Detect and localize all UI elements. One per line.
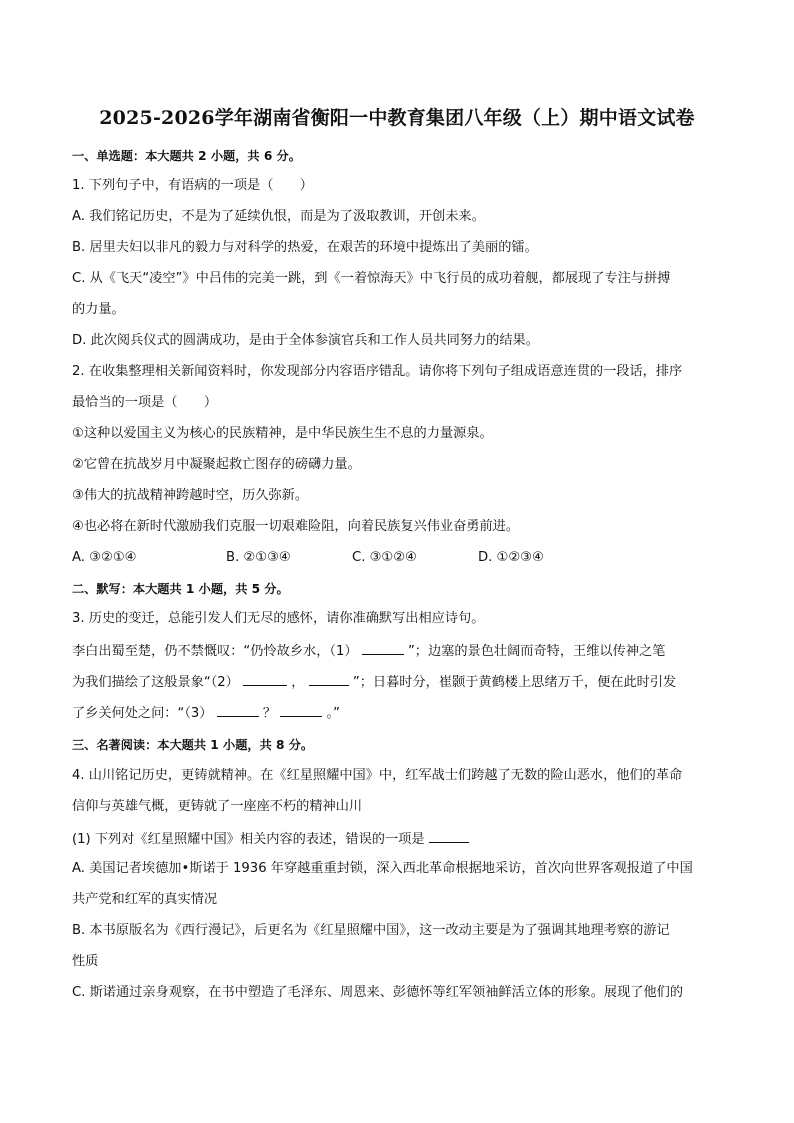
question-4-sub-1-text: (1) 下列对《红星照耀中国》相关内容的表述，错误的一项是 <box>72 832 425 847</box>
question-1-option-c-cont: 的力量。 <box>72 302 125 317</box>
question-3-line-1-text-a: 李白出蜀至楚，仍不禁慨叹：“仍怜故乡水，（1） <box>72 644 358 659</box>
question-3-line-2-text-b: ， <box>291 675 305 690</box>
exam-title: 2025-2026学年湖南省衡阳一中教育集团八年级（上）期中语文试卷 <box>99 107 695 129</box>
question-1-option-d: D. 此次阅兵仪式的圆满成功，是由于全体参演官兵和工作人员共同努力的结果。 <box>72 333 539 348</box>
question-2-sentence-2: ②它曾在抗战岁月中凝聚起救亡图存的磅礴力量。 <box>72 457 361 472</box>
question-2-stem: 2. 在收集整理相关新闻资料时，你发现部分内容语序错乱。请你将下列句子组成语意连贯的一段话，排序 <box>72 364 683 379</box>
question-3-line-1-text-b: ”；边塞的景色壮阔而奇特，王维以传神之笔 <box>407 644 666 659</box>
question-4-stem: 4. 山川铭记历史，更铸就精神。在《红星照耀中国》中，红军战士们跨越了无数的险山恶水，他们的革命 <box>72 768 683 783</box>
answer-blank-4-1[interactable] <box>429 828 469 843</box>
question-2-stem-cont: 最恰当的一项是（ ） <box>72 395 218 410</box>
question-3-line-2-text-a: 为我们描绘了这般景象“（2） <box>72 675 239 690</box>
question-2-option-d: D. ①②③④ <box>478 550 544 565</box>
question-3-line-2 <box>72 671 724 693</box>
section-heading-single-choice: 一、单选题：本大题共 2 小题，共 6 分。 <box>72 149 301 163</box>
question-4-sub-1 <box>72 828 724 850</box>
question-4-stem-cont: 信仰与英雄气概，更铸就了一座座不朽的精神山川 <box>72 799 363 814</box>
question-1-option-a: A. 我们铭记历史，不是为了延续仇恨，而是为了汲取教训，开创未来。 <box>72 209 485 224</box>
question-3-line-3 <box>72 702 724 724</box>
question-4-option-b: B. 本书原版名为《西行漫记》，后更名为《红星照耀中国》，这一改动主要是为了强调其地理考察的游记 <box>72 923 670 938</box>
question-4-option-c: C. 斯诺通过亲身观察，在书中塑造了毛泽东、周恩来、彭德怀等红军领袖鲜活立体的形象。展现了他们的 <box>72 985 684 1000</box>
question-3-line-3-text-c: 。” <box>326 706 340 721</box>
question-1-option-b: B. 居里夫妇以非凡的毅力与对科学的热爱，在艰苦的环境中提炼出了美丽的镭。 <box>72 240 538 255</box>
question-1-stem: 1. 下列句子中，有语病的一项是（ ） <box>72 178 313 193</box>
question-3-stem: 3. 历史的变迁，总能引发人们无尽的感怀，请你准确默写出相应诗句。 <box>72 611 485 626</box>
question-1-option-c: C. 从《飞天“凌空”》中吕伟的完美一跳，到《一着惊海天》中飞行员的成功着舰，都展现了专注与拼搏 <box>72 271 671 286</box>
question-3-line-1 <box>72 640 724 662</box>
answer-blank-3a[interactable] <box>217 702 259 717</box>
section-heading-classics-reading: 三、名著阅读：本大题共 1 小题，共 8 分。 <box>72 738 314 752</box>
question-3-line-3-text-a: 了乡关何处之问：“（3） <box>72 706 213 721</box>
question-2-sentence-3: ③伟大的抗战精神跨越时空，历久弥新。 <box>72 488 309 503</box>
section-heading-dictation: 二、默写：本大题共 1 小题，共 5 分。 <box>72 582 289 596</box>
answer-blank-2a[interactable] <box>243 671 287 686</box>
question-2-sentence-1: ①这种以爱国主义为核心的民族精神，是中华民族生生不息的力量源泉。 <box>72 426 493 441</box>
question-4-option-b-cont: 性质 <box>72 954 99 969</box>
answer-blank-3b[interactable] <box>280 702 322 717</box>
question-3-line-2-text-c: ”；日暮时分，崔颢于黄鹤楼上思绪万千，便在此时引发 <box>352 675 677 690</box>
question-2-option-b: B. ②①③④ <box>226 550 291 565</box>
question-3-line-3-text-b: ？ <box>262 706 277 721</box>
answer-blank-1[interactable] <box>362 640 404 655</box>
question-2-sentence-4: ④也必将在新时代激励我们克服一切艰难险阻，向着民族复兴伟业奋勇前进。 <box>72 519 520 534</box>
question-4-option-a-cont: 共产党和红军的真实情况 <box>72 892 218 907</box>
question-2-option-a: A. ③②①④ <box>72 550 137 565</box>
question-2-option-c: C. ③①②④ <box>352 550 417 565</box>
question-4-option-a: A. 美国记者埃德加•斯诺于 1936 年穿越重重封锁，深入西北革命根据地采访，首次向世界客观报道了中国 <box>72 861 693 876</box>
answer-blank-2b[interactable] <box>309 671 349 686</box>
